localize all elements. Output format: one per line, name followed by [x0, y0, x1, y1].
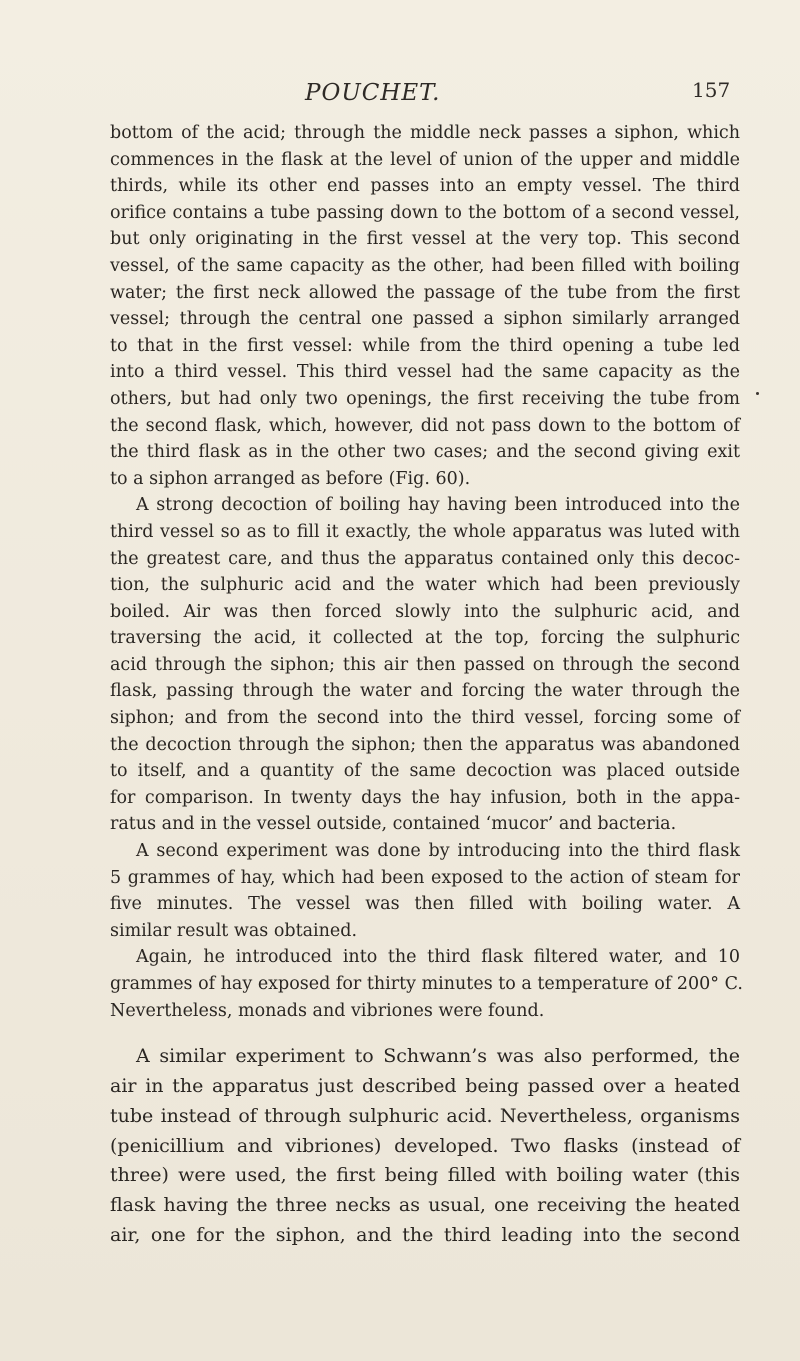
large-type-block — [110, 1042, 740, 1251]
text-line: tion, the sulphuric acid and the water which had been previously — [110, 575, 740, 596]
text-line: A second experiment was done by introducing into the third flask — [136, 841, 740, 862]
text-line: into a third vessel. This third vessel had the same capacity as the — [110, 362, 740, 383]
text-line: the decoction through the siphon; then the apparatus was abandoned — [110, 734, 740, 755]
text-line: others, but had only two openings, the first receiving the tube from — [110, 388, 740, 409]
paragraph — [110, 120, 740, 492]
body-text — [110, 120, 743, 1251]
text-line: acid through the siphon; this air then passed on through the second — [110, 654, 740, 675]
text-line: ratus and in the vessel outside, contained ‘mucor’ and bacteria. — [110, 814, 677, 835]
text-line: the third flask as in the other two cases; and the second giving exit — [110, 442, 740, 463]
text-line: third vessel so as to fill it exactly, the whole apparatus was luted with — [110, 521, 740, 542]
text-line: to that in the first vessel: while from the third opening a tube led — [110, 335, 740, 356]
paragraph — [110, 1042, 740, 1251]
running-title: POUCHET. — [305, 80, 441, 106]
paragraph — [110, 944, 743, 1024]
text-line: the greatest care, and thus the apparatus contained only this decoc- — [110, 548, 740, 569]
paragraph — [110, 492, 740, 838]
text-line: orifice contains a tube passing down to the bottom of a second vessel, — [110, 202, 740, 223]
text-line: bottom of the acid; through the middle neck passes a siphon, which — [110, 123, 740, 143]
text-line: five minutes. The vessel was then filled with boiling water. A — [110, 894, 740, 915]
text-line: flask having the three necks as usual, one receiving the heated — [110, 1194, 740, 1217]
text-line: traversing the acid, it collected at the top, forcing the sulphuric — [110, 628, 740, 649]
paragraph — [110, 838, 740, 944]
text-line: vessel, of the same capacity as the other, had been filled with boiling — [110, 255, 740, 276]
text-line: Again, he introduced into the third flask filtered water, and 10 — [136, 947, 740, 968]
text-line: water; the first neck allowed the passage of the tube from the first — [110, 282, 740, 303]
text-line: thirds, while its other end passes into an empty vessel. The third — [110, 176, 740, 197]
text-line: the second flask, which, however, did not pass down to the bottom of — [110, 415, 740, 436]
text-line: 5 grammes of hay, which had been exposed to the action of steam for — [110, 867, 740, 888]
text-line: air in the apparatus just described being passed over a heated — [110, 1074, 740, 1097]
text-line: tube instead of through sulphuric acid. Nevertheless, organisms — [110, 1104, 740, 1127]
text-line: commences in the flask at the level of union of the upper and middle — [110, 149, 740, 170]
text-line: siphon; and from the second into the third vessel, forcing some of — [110, 708, 740, 729]
text-line: A strong decoction of boiling hay having been introduced into the — [136, 495, 740, 516]
text-line: air, one for the siphon, and the third leading into the second — [110, 1223, 740, 1246]
text-line: for comparison. In twenty days the hay infusion, both in the appa- — [110, 787, 740, 808]
text-line: grammes of hay exposed for thirty minutes to a temperature of 200° C. — [110, 974, 743, 994]
running-head — [0, 80, 800, 120]
text-line: but only originating in the first vessel at the very top. This second — [110, 229, 740, 250]
text-line: Nevertheless, monads and vibriones were found. — [110, 1000, 545, 1021]
text-line: (penicillium and vibriones) developed. Two flasks (instead of — [110, 1134, 740, 1157]
text-line: flask, passing through the water and forcing the water through the — [110, 681, 740, 702]
text-line: similar result was obtained. — [110, 920, 358, 941]
margin-speck — [756, 392, 759, 395]
text-line: three) were used, the first being filled with boiling water (this — [110, 1164, 740, 1187]
text-line: boiled. Air was then forced slowly into the sulphuric acid, and — [110, 601, 740, 622]
small-type-block — [110, 120, 743, 1024]
text-line: to itself, and a quantity of the same decoction was placed outside — [110, 761, 740, 782]
text-line: to a siphon arranged as before (Fig. 60). — [110, 468, 471, 489]
text-line: vessel; through the central one passed a siphon similarly arranged — [110, 309, 740, 330]
page-number: 157 — [692, 78, 731, 102]
text-line: A similar experiment to Schwann’s was also performed, the — [136, 1045, 740, 1068]
